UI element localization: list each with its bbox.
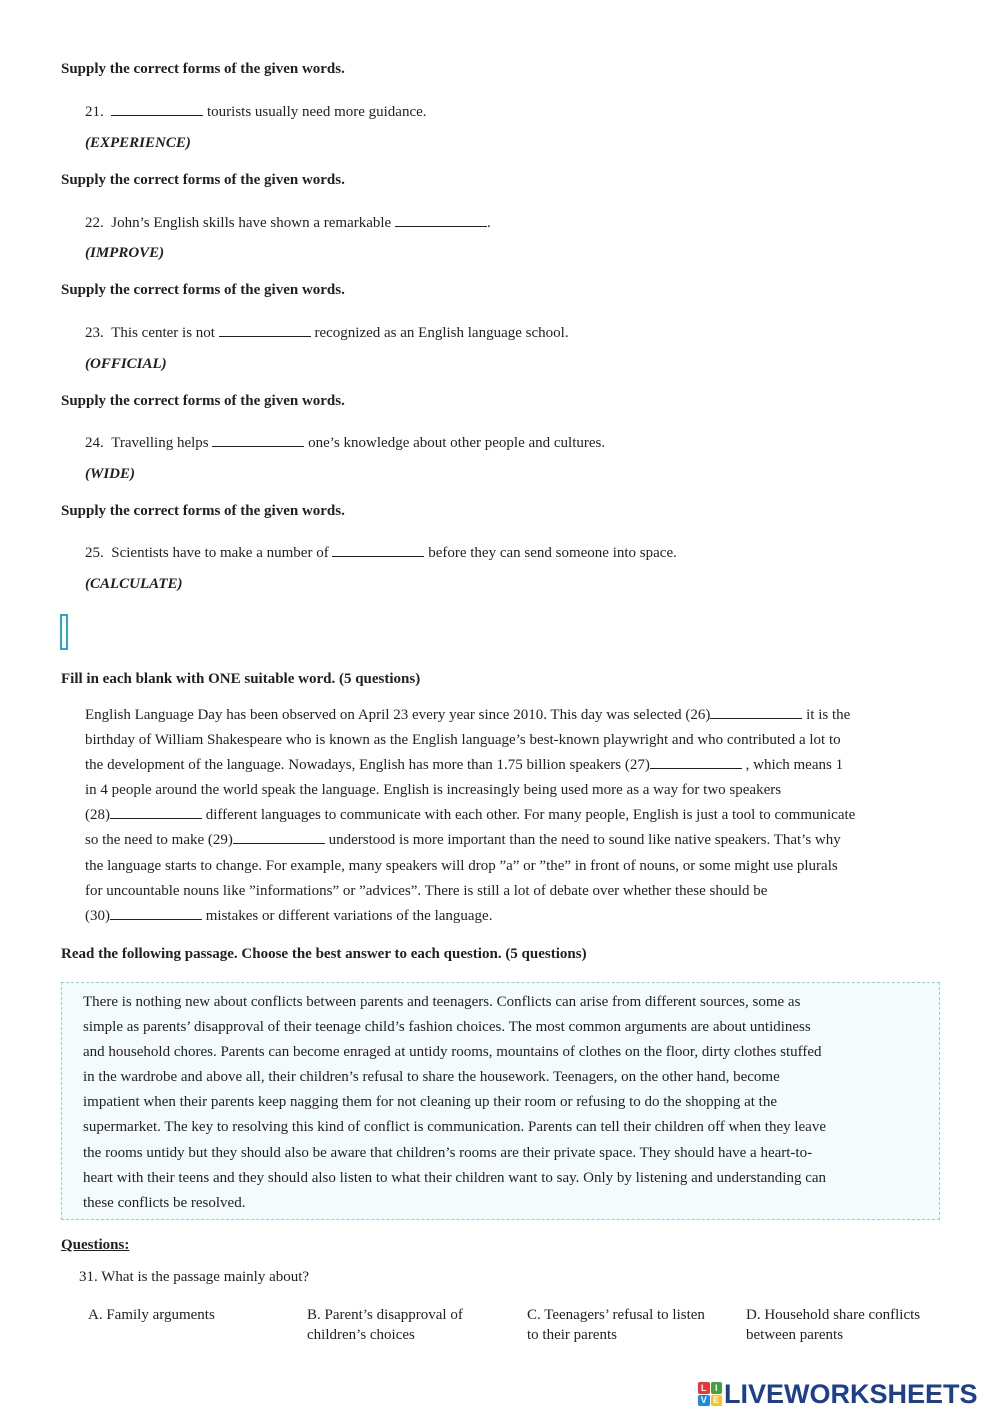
passage-line: the development of the language. Nowadays, English has more than 1.75 billion speakers (27) , which means 1 (85, 757, 844, 774)
given-word-21: (EXPERIENCE) (85, 135, 191, 151)
passage-line: (30) mistakes or different variations of the language. (85, 907, 493, 924)
logo-letter: V (698, 1395, 710, 1407)
answer-blank-25[interactable] (332, 543, 424, 557)
passage-line: for uncountable nouns like ”informations” or ”advices”. There is still a lot of debate over whether these should be (85, 882, 768, 899)
question-21: 21. tourists usually need more guidance. (85, 104, 427, 120)
logo-letter: E (711, 1395, 723, 1407)
instruction-23: Supply the correct forms of the given words. (61, 282, 345, 298)
passage-line: these conflicts be resolved. (83, 1194, 246, 1211)
passage-line: (28) different languages to communicate with each other. For many people, English is just a tool to communicate (85, 807, 856, 824)
instruction-22: Supply the correct forms of the given words. (61, 172, 345, 188)
given-word-25: (CALCULATE) (85, 576, 183, 592)
logo-letter: I (711, 1382, 723, 1394)
question-number: 21. (85, 104, 104, 120)
given-word-24: (WIDE) (85, 466, 136, 482)
passage-line: in the wardrobe and above all, their children’s refusal to share the housework. Teenagers, on the other hand, become (83, 1069, 780, 1086)
question-25: 25. Scientists have to make a number of before they can send someone into space. (85, 545, 677, 561)
instruction-25: Supply the correct forms of the given words. (61, 503, 345, 519)
liveworksheets-logo (698, 1377, 978, 1411)
passage-line: the rooms untidy but they should also be aware that children’s rooms are their private space. They should have a heart-to- (83, 1144, 813, 1161)
passage-line: heart with their teens and they should also listen to what their children want to say. Only by listening and understanding can (83, 1169, 827, 1186)
logo-text: LIVEWORKSHEETS (724, 1378, 978, 1409)
fill-blank-passage (85, 703, 945, 929)
answer-blank-24[interactable] (212, 433, 304, 447)
reading-passage (83, 990, 826, 1216)
passage-line: and household chores. Parents can become enraged at untidy rooms, mountains of clothes on the floor, dirty clothes stuffed (83, 1044, 822, 1061)
question-number: 22. (85, 215, 104, 231)
answer-blank-30[interactable] (110, 906, 202, 920)
passage-line: so the need to make (29) understood is more important than the need to sound like native speakers. That’s why (85, 832, 841, 849)
question-number: 25. (85, 545, 104, 561)
given-word-22: (IMPROVE) (85, 245, 165, 261)
option-c[interactable]: C. Teenagers’ refusal to listen to their parents (527, 1307, 705, 1343)
question-24: 24. Travelling helps one’s knowledge about other people and cultures. (85, 435, 606, 451)
passage-line: supermarket. The key to resolving this kind of conflict is communication. Parents can tell their children off when they leave (83, 1119, 826, 1136)
answer-blank-29[interactable] (233, 830, 325, 844)
question-22: 22. John’s English skills have shown a remarkable . (85, 215, 491, 231)
instruction-21: Supply the correct forms of the given words. (61, 61, 345, 77)
answer-blank-26[interactable] (710, 705, 802, 719)
question-23: 23. This center is not recognized as an English language school. (85, 325, 569, 341)
passage-line: English Language Day has been observed on April 23 every year since 2010. This day was selected (26) it is the (85, 707, 851, 723)
logo-letter: L (698, 1382, 710, 1394)
answer-blank-28[interactable] (110, 805, 202, 819)
instruction-24: Supply the correct forms of the given words. (61, 393, 345, 409)
option-d[interactable]: D. Household share conflicts between parents (746, 1307, 921, 1343)
passage-line: in 4 people around the world speak the language. English is increasingly being used more as a way for two speakers (85, 782, 782, 799)
question-number: 24. (85, 435, 104, 451)
questions-heading: Questions: (61, 1237, 130, 1253)
passage-line: impatient when their parents keep nagging them for not cleaning up their room or refusing to do the shopping at the (83, 1094, 777, 1111)
text-input-box[interactable] (60, 614, 68, 650)
passage-line: the language starts to change. For example, many speakers will drop ”a” or ”the” in front of nouns, or some might use plurals (85, 857, 838, 874)
passage-line: There is nothing new about conflicts between parents and teenagers. Conflicts can arise from different sources, some as (83, 994, 801, 1010)
passage-line: simple as parents’ disapproval of their teenage child’s fashion choices. The most common arguments are about untidiness (83, 1019, 811, 1036)
instruction-fill-blank: Fill in each blank with ONE suitable word. (5 questions) (61, 671, 421, 687)
answer-blank-27[interactable] (650, 755, 742, 769)
logo-icon (698, 1382, 722, 1406)
question-number: 23. (85, 325, 104, 341)
option-b[interactable]: B. Parent’s disapproval of children’s choices (307, 1307, 463, 1343)
option-a[interactable]: A. Family arguments (88, 1307, 215, 1323)
passage-line: birthday of William Shakespeare who is known as the English language’s best-known playwright and who contributed a lot to (85, 732, 841, 749)
answer-blank-22[interactable] (395, 213, 487, 227)
answer-blank-23[interactable] (219, 323, 311, 337)
instruction-reading: Read the following passage. Choose the best answer to each question. (5 questions) (61, 946, 587, 962)
question-31: 31. What is the passage mainly about? (79, 1269, 310, 1285)
answer-blank-21[interactable] (111, 102, 203, 116)
given-word-23: (OFFICIAL) (85, 356, 167, 372)
